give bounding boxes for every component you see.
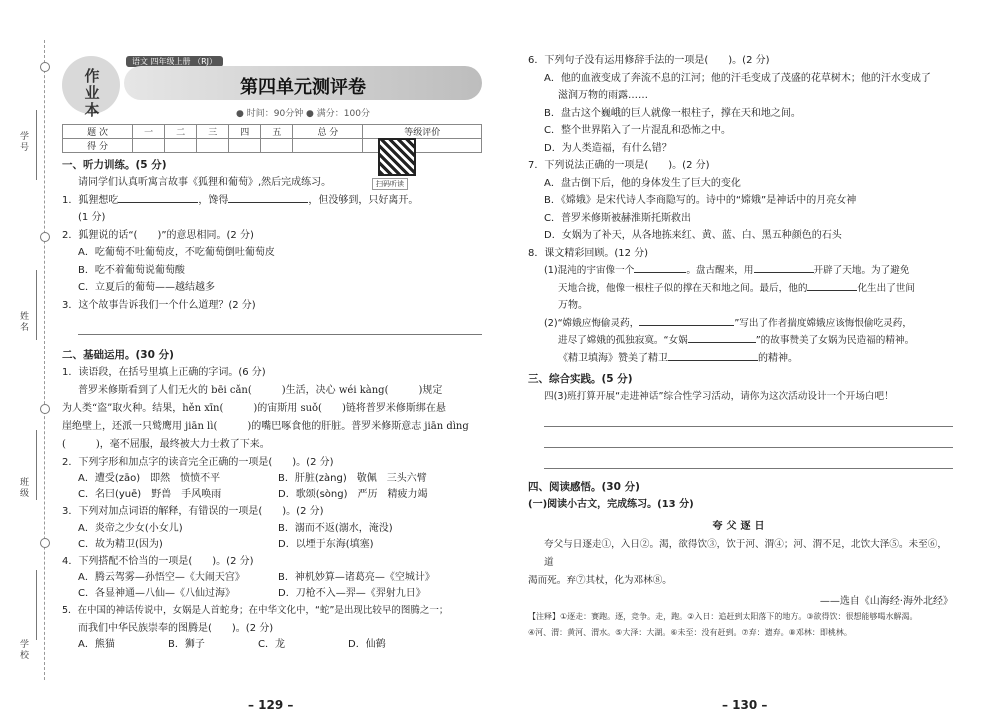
option[interactable]: A．盘古倒下后，他的身体发生了巨大的变化: [544, 177, 741, 189]
option[interactable]: B．吃不着葡萄说葡萄酸: [78, 264, 185, 276]
fill-line: [36, 110, 37, 180]
option-row: [62, 537, 482, 553]
question-6: 3．下列对加点词语的解释，有错误的一项是( )。(2 分): [62, 506, 324, 517]
answer-blank[interactable]: [668, 360, 758, 361]
option[interactable]: D．仙鹤: [348, 639, 386, 650]
option[interactable]: B．《嫦娥》是宋代诗人李商隐写的。诗中的“嫦娥”是神话中的月亮女神: [544, 195, 857, 206]
option[interactable]: A．腾云驾雾—孙悟空—《大闹天宫》: [78, 572, 245, 583]
option[interactable]: D．歌颂(sòng) 严历 精疲力竭: [278, 489, 428, 500]
question-3: 3．这个故事告诉我们一个什么道理？(2 分): [62, 299, 256, 311]
score-cell[interactable]: [133, 139, 165, 153]
score-header: 五: [261, 125, 293, 139]
passage-line: ( )，毫不屈服，最终被大力士救了下来。: [62, 438, 270, 450]
gutter-label-school: 学校: [20, 640, 30, 661]
question-1: 1．狐狸想吃 ，馋得 ，但没够到，只好离开。: [62, 194, 419, 206]
page-number: – 129 –: [248, 698, 294, 712]
section-heading: 一、听力训练。(5 分): [62, 159, 167, 171]
option[interactable]: C．故为精卫(因为): [78, 538, 163, 550]
reading-line: 渴而死。弃⑦其杖，化为邓林⑧。: [528, 575, 672, 586]
passage-line: 为人类“盗”取火种。结果，hěn xīn( )的宙斯用 suǒ( )链将普罗米修斯绑在悬: [62, 402, 446, 414]
option[interactable]: C．整个世界陷入了一片混乱和恐怖之中。: [544, 125, 731, 136]
annotation: ④河、渭：黄河、渭水。⑤大泽：大湖。⑥未至：没有赶到。⑦弃：遗弃。⑧邓林：即桃林。: [528, 628, 852, 637]
option[interactable]: D．以堙于东海(填塞): [278, 538, 374, 550]
binding-hole: [40, 232, 50, 242]
page-title: 第四单元测评卷: [240, 77, 366, 98]
option[interactable]: D．刀枪不入—羿—《羿射九日》: [278, 588, 426, 599]
option-cont: 滋润万物的雨露……: [558, 90, 648, 101]
question-11-1: (1)混沌的宇宙像一个 。盘古醒来，用 开辟了天地。为了避免: [544, 265, 910, 276]
gutter-label-class: 班级: [20, 478, 30, 499]
binding-hole: [40, 538, 50, 548]
score-cell[interactable]: [293, 139, 363, 153]
score-header: 总 分: [293, 125, 363, 139]
option[interactable]: B．溺而不返(溺水，淹没): [278, 522, 393, 534]
answer-blank[interactable]: [688, 342, 756, 343]
option[interactable]: B．神机妙算—诸葛亮—《空城计》: [278, 572, 435, 583]
answer-blank[interactable]: [634, 272, 686, 273]
question-intro: 请同学们认真听寓言故事《狐狸和葡萄》,然后完成练习。: [78, 177, 332, 188]
option-row: [62, 521, 482, 537]
option-row: [62, 487, 482, 503]
option[interactable]: B．盘古这个巍峨的巨人就像一根柱子，撑在天和地之间。: [544, 107, 801, 119]
option[interactable]: A．他的血液变成了奔流不息的江河；他的汗毛变成了茂盛的花草树木；他的汗水变成了: [544, 72, 931, 84]
page-header: [62, 52, 482, 122]
option[interactable]: B．肝脏(zàng) 敬佩 三头六臂: [278, 473, 427, 484]
answer-line[interactable]: [544, 427, 953, 448]
page-left: [62, 52, 482, 653]
score-cell[interactable]: [261, 139, 293, 153]
score-header: 题 次: [63, 125, 133, 139]
gutter-label-student-id: 学号: [20, 132, 30, 153]
question-2: 2．狐狸说的话“( )”的意思相同。(2 分): [62, 229, 254, 241]
option-row: [62, 471, 482, 487]
option[interactable]: A．遭受(zāo) 即然 愤愤不平: [78, 473, 221, 484]
passage-line: 崖绝壁上，还派一只鹫鹰用 jiān lì( )的嘴巴啄食他的肝脏。普罗米修斯意志 jiān dìng: [62, 420, 469, 432]
option[interactable]: A．炎帝之少女(小女儿): [78, 522, 183, 534]
option[interactable]: A．熊猫: [78, 639, 115, 650]
question-12: 四(3)班打算开展“走进神话”综合性学习活动，请你为这次活动设计一个开场白吧！: [544, 391, 894, 402]
question-11-1-cont: 天地合拢，他像一根柱子似的撑在天和地之间。最后，他的 化生出了世间: [558, 282, 915, 294]
option[interactable]: C．龙: [258, 639, 285, 650]
question-5: 2．下列字形和加点字的读音完全正确的一项是( )。(2 分): [62, 456, 334, 468]
option[interactable]: C．各显神通—八仙—《八仙过海》: [78, 588, 235, 599]
question-11-2: (2)“嫦娥应悔偷灵药， ”写出了作者揣度嫦娥应该悔恨偷吃灵药，: [544, 317, 912, 329]
cut-line: [44, 40, 45, 680]
score-header: 二: [165, 125, 197, 139]
title-bar: [124, 66, 482, 100]
answer-blank[interactable]: [118, 202, 198, 203]
reading-title: 夸父逐日: [712, 521, 769, 532]
option[interactable]: B．狮子: [168, 639, 205, 650]
question-11-2-end: 《精卫填海》赞美了精卫 的精神。: [558, 352, 798, 364]
reading-source: ——选自《山海经·海外北经》: [819, 596, 953, 607]
question-7: 4．下列搭配不恰当的一项是( )。(2 分): [62, 555, 254, 567]
answer-blank[interactable]: [639, 325, 734, 326]
section-heading: 三、综合实践。(5 分): [528, 373, 633, 385]
score-header: 等级评价: [363, 125, 482, 139]
score-table: [62, 124, 482, 153]
answer-blank[interactable]: [807, 290, 857, 291]
page-number: – 130 –: [722, 698, 768, 712]
question-4: 1．读语段，在括号里填上正确的字词。(6 分): [62, 367, 266, 378]
reading-line: 夸父与日逐走①，入日②。渴，欲得饮③，饮于河、渭④；河、渭不足，北饮大泽⑤。未至⑥，道: [544, 539, 947, 568]
answer-blank[interactable]: [754, 272, 814, 273]
option-row: [62, 570, 482, 586]
answer-line[interactable]: [78, 314, 482, 335]
series-badge: 语文 四年级上册 （RJ）: [126, 56, 223, 67]
binding-hole: [40, 404, 50, 414]
passage-line: 普罗米修斯看到了人们无火的 bēi cǎn( )生活，决心 wéi kàng( )规定: [78, 384, 443, 396]
score-header: 四: [229, 125, 261, 139]
qr-label: 扫码听读: [372, 178, 408, 190]
score-row-label: 得 分: [63, 139, 133, 153]
question-9: 6．下列句子没有运用修辞手法的一项是( )。(2 分): [528, 55, 770, 66]
question-8: 5．在中国的神话传说中，女娲是人首蛇身；在中华文化中，“蛇”是出现比较早的图腾之一；: [62, 605, 449, 616]
question-11-2-cont: 进尽了嫦娥的孤独寂寞。“女娲 ”的故事赞美了女娲为民造福的精神。: [558, 335, 915, 346]
option[interactable]: C．普罗米修斯被赫淮斯托斯救出: [544, 212, 691, 224]
score-header: 一: [133, 125, 165, 139]
option[interactable]: D．女娲为了补天，从各地拣来红、黄、蓝、白、黑五种颜色的石头: [544, 230, 842, 241]
question-points: (1 分): [78, 212, 106, 223]
question-8-cont: 而我们中华民族崇奉的图腾是( )。(2 分): [78, 622, 274, 634]
score-cell[interactable]: [165, 139, 197, 153]
subsection-heading: (一)阅读小古文，完成练习。(13 分): [528, 498, 694, 510]
answer-blank[interactable]: [228, 202, 308, 203]
answer-line[interactable]: [544, 448, 953, 469]
question-10: 7．下列说法正确的一项是( )。(2 分): [528, 160, 710, 171]
fill-line: [36, 570, 37, 640]
binding-hole: [40, 62, 50, 72]
answer-line[interactable]: [544, 406, 953, 427]
exam-meta: ● 时间：90分钟 ● 满分：100分: [236, 109, 370, 119]
question-11-1-end: 万物。: [558, 300, 588, 311]
option[interactable]: C．立夏后的葡萄——越结越多: [78, 282, 215, 293]
section-heading: 四、阅读感悟。(30 分): [528, 480, 640, 493]
option-row: [62, 586, 482, 602]
annotation: 【注释】①逐走：赛跑。逐，竞争。走，跑。②入日：追赶到太阳落下的地方。③欲得饮：很想能够喝水解渴。: [528, 612, 918, 621]
option[interactable]: C．名曰(yuē) 野兽 手风唤雨: [78, 489, 222, 500]
option-row: [62, 637, 482, 653]
qr-code[interactable]: [378, 138, 416, 176]
section-heading: 二、基础运用。(30 分): [62, 349, 174, 361]
fill-line: [36, 270, 37, 340]
score-header: 三: [197, 125, 229, 139]
option[interactable]: D．为人类造福，有什么错？: [544, 142, 672, 154]
page-right: [528, 52, 953, 639]
fill-line: [36, 430, 37, 500]
gutter-label-name: 姓名: [20, 312, 30, 333]
binding-gutter: [0, 0, 60, 722]
question-11: 8．课文精彩回顾。(12 分): [528, 247, 649, 259]
score-cell[interactable]: [197, 139, 229, 153]
score-cell[interactable]: [229, 139, 261, 153]
option[interactable]: A．吃葡萄不吐葡萄皮，不吃葡萄倒吐葡萄皮: [78, 247, 275, 258]
logo: 作业本: [62, 56, 120, 114]
